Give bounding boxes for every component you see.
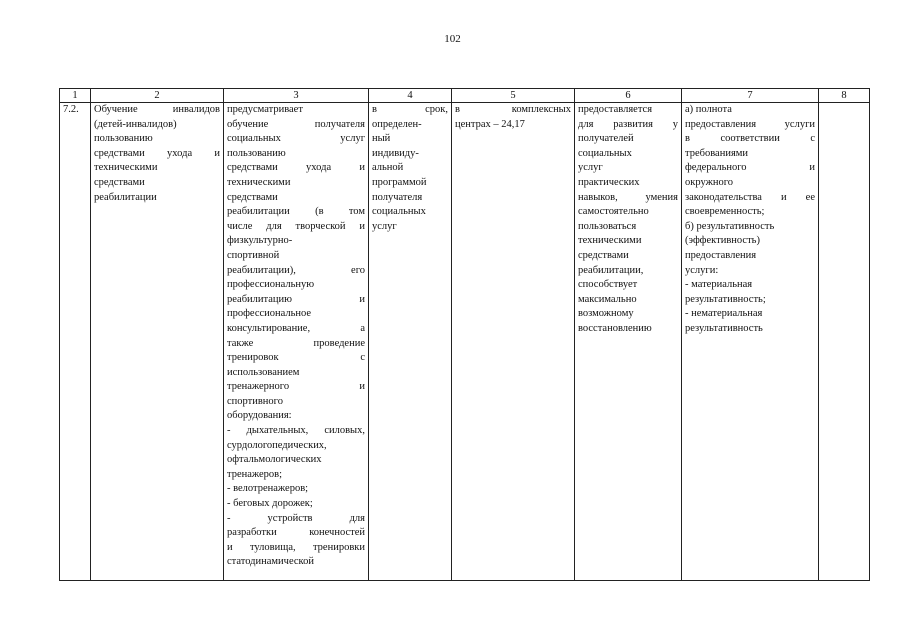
header-cell: 8	[819, 89, 870, 103]
text-line: получателей	[578, 133, 634, 145]
text-line: Обучение инвалидов	[94, 104, 220, 115]
header-cell: 2	[91, 89, 224, 103]
header-cell: 5	[452, 89, 575, 103]
text-line: в соответствии с	[685, 133, 815, 145]
text-line: максимально	[578, 293, 637, 305]
text-line: техническими	[227, 176, 291, 188]
text-line: ный	[372, 133, 391, 145]
text-line: требованиями	[685, 147, 749, 159]
text-line: средствами	[227, 191, 278, 203]
text-line: спортивной	[227, 249, 280, 261]
text-line: для развития у	[578, 118, 678, 130]
text-line: своевременность;	[685, 206, 765, 218]
text-line: - велотренажеров;	[227, 483, 309, 495]
text-line: реабилитации), его	[227, 264, 365, 276]
notes-cell	[819, 103, 870, 581]
text-line: обучение получателя	[227, 118, 365, 130]
text-line: предоставления услуги	[685, 118, 815, 130]
purpose-cell	[575, 103, 682, 581]
text-line: способствует	[578, 279, 638, 291]
term-cell	[369, 103, 452, 581]
text-line: сурдологопедических,	[227, 439, 327, 451]
text-line: - материальная	[685, 279, 753, 291]
text-line: физкультурно-	[227, 235, 293, 247]
text-line: пользованию	[94, 133, 153, 145]
service-description-cell	[224, 103, 369, 581]
text-line: числе для творческой и	[227, 220, 365, 232]
text-line: программой	[372, 176, 427, 188]
text-line: индивиду-	[372, 147, 419, 159]
text-line: определен-	[372, 118, 422, 130]
text-line: восстановлению	[578, 322, 652, 334]
text-line: б) результативность	[685, 220, 775, 232]
text-line: - дыхательных, силовых,	[227, 425, 365, 437]
text-line: тренажеров;	[227, 468, 283, 480]
text-line: самостоятельно	[578, 206, 649, 218]
text-line: альной	[372, 162, 404, 174]
text-line: - нематериальная	[685, 308, 763, 320]
table-header-row	[60, 89, 870, 103]
text-line: использованием	[227, 366, 300, 378]
text-line: офтальмологических	[227, 454, 322, 466]
text-line: социальных	[578, 147, 632, 159]
text-line: профессиональную	[227, 279, 315, 291]
service-name-cell	[91, 103, 224, 581]
row-number: 7.2.	[60, 103, 91, 581]
text-line: оборудования:	[227, 410, 292, 422]
text-line: центрах – 24,17	[455, 118, 525, 130]
text-line: профессиональное	[227, 308, 312, 320]
text-line: реабилитации	[94, 191, 157, 203]
text-line: техническими	[94, 162, 158, 174]
text-line: предоставления	[685, 249, 757, 261]
text-line: услуг	[372, 220, 397, 232]
text-line: техническими	[578, 235, 642, 247]
text-line: услуг	[578, 162, 603, 174]
table-row	[60, 103, 870, 581]
text-line: тренажерного и	[227, 381, 365, 393]
text-line: разработки конечностей	[227, 527, 365, 539]
text-line: окружного	[685, 176, 733, 188]
header-cell: 4	[369, 89, 452, 103]
text-line: (детей-инвалидов)	[94, 118, 177, 130]
text-line: спортивного	[227, 395, 283, 407]
quality-criteria-cell	[682, 103, 819, 581]
text-line: тренировок с	[227, 352, 365, 364]
text-line: и туловища, тренировки	[227, 541, 365, 553]
services-table	[59, 88, 870, 581]
text-line: навыков, умения	[578, 191, 678, 203]
text-line: результативность	[685, 322, 763, 334]
text-line: социальных услуг	[227, 133, 365, 145]
text-line: пользоваться	[578, 220, 637, 232]
text-line: консультирование, а	[227, 322, 365, 334]
text-line: статодинамической	[227, 556, 314, 568]
text-line: практических	[578, 176, 640, 188]
text-line: получателя	[372, 191, 423, 203]
page-number: 102	[444, 33, 461, 45]
header-cell: 7	[682, 89, 819, 103]
header-cell: 1	[60, 89, 91, 103]
text-line: результативность;	[685, 293, 766, 305]
text-line: реабилитации,	[578, 264, 644, 276]
text-line: социальных	[372, 206, 426, 218]
text-line: реабилитацию и	[227, 293, 365, 305]
header-cell: 6	[575, 89, 682, 103]
header-cell: 3	[224, 89, 369, 103]
text-line: услуги:	[685, 264, 719, 276]
text-line: - беговых дорожек;	[227, 498, 313, 510]
text-line: федерального и	[685, 162, 815, 174]
text-line: средствами	[578, 249, 629, 261]
text-line: средствами	[94, 176, 145, 188]
text-line: средствами ухода и	[227, 162, 365, 174]
text-line: (эффективность)	[685, 235, 760, 247]
text-line: законодательства и ее	[685, 191, 815, 203]
tariff-cell	[452, 103, 575, 581]
text-line: в комплексных	[455, 104, 571, 115]
text-line: а) полнота	[685, 104, 732, 115]
text-line: возможному	[578, 308, 634, 320]
text-line: - устройств для	[227, 512, 365, 524]
text-line: предусматривает	[227, 104, 303, 115]
text-line: также проведение	[227, 337, 365, 349]
text-line: реабилитации (в том	[227, 206, 365, 218]
text-line: в срок,	[372, 104, 448, 115]
text-line: предоставляется	[578, 104, 653, 115]
text-line: пользованию	[227, 147, 286, 159]
text-line: средствами ухода и	[94, 147, 220, 159]
